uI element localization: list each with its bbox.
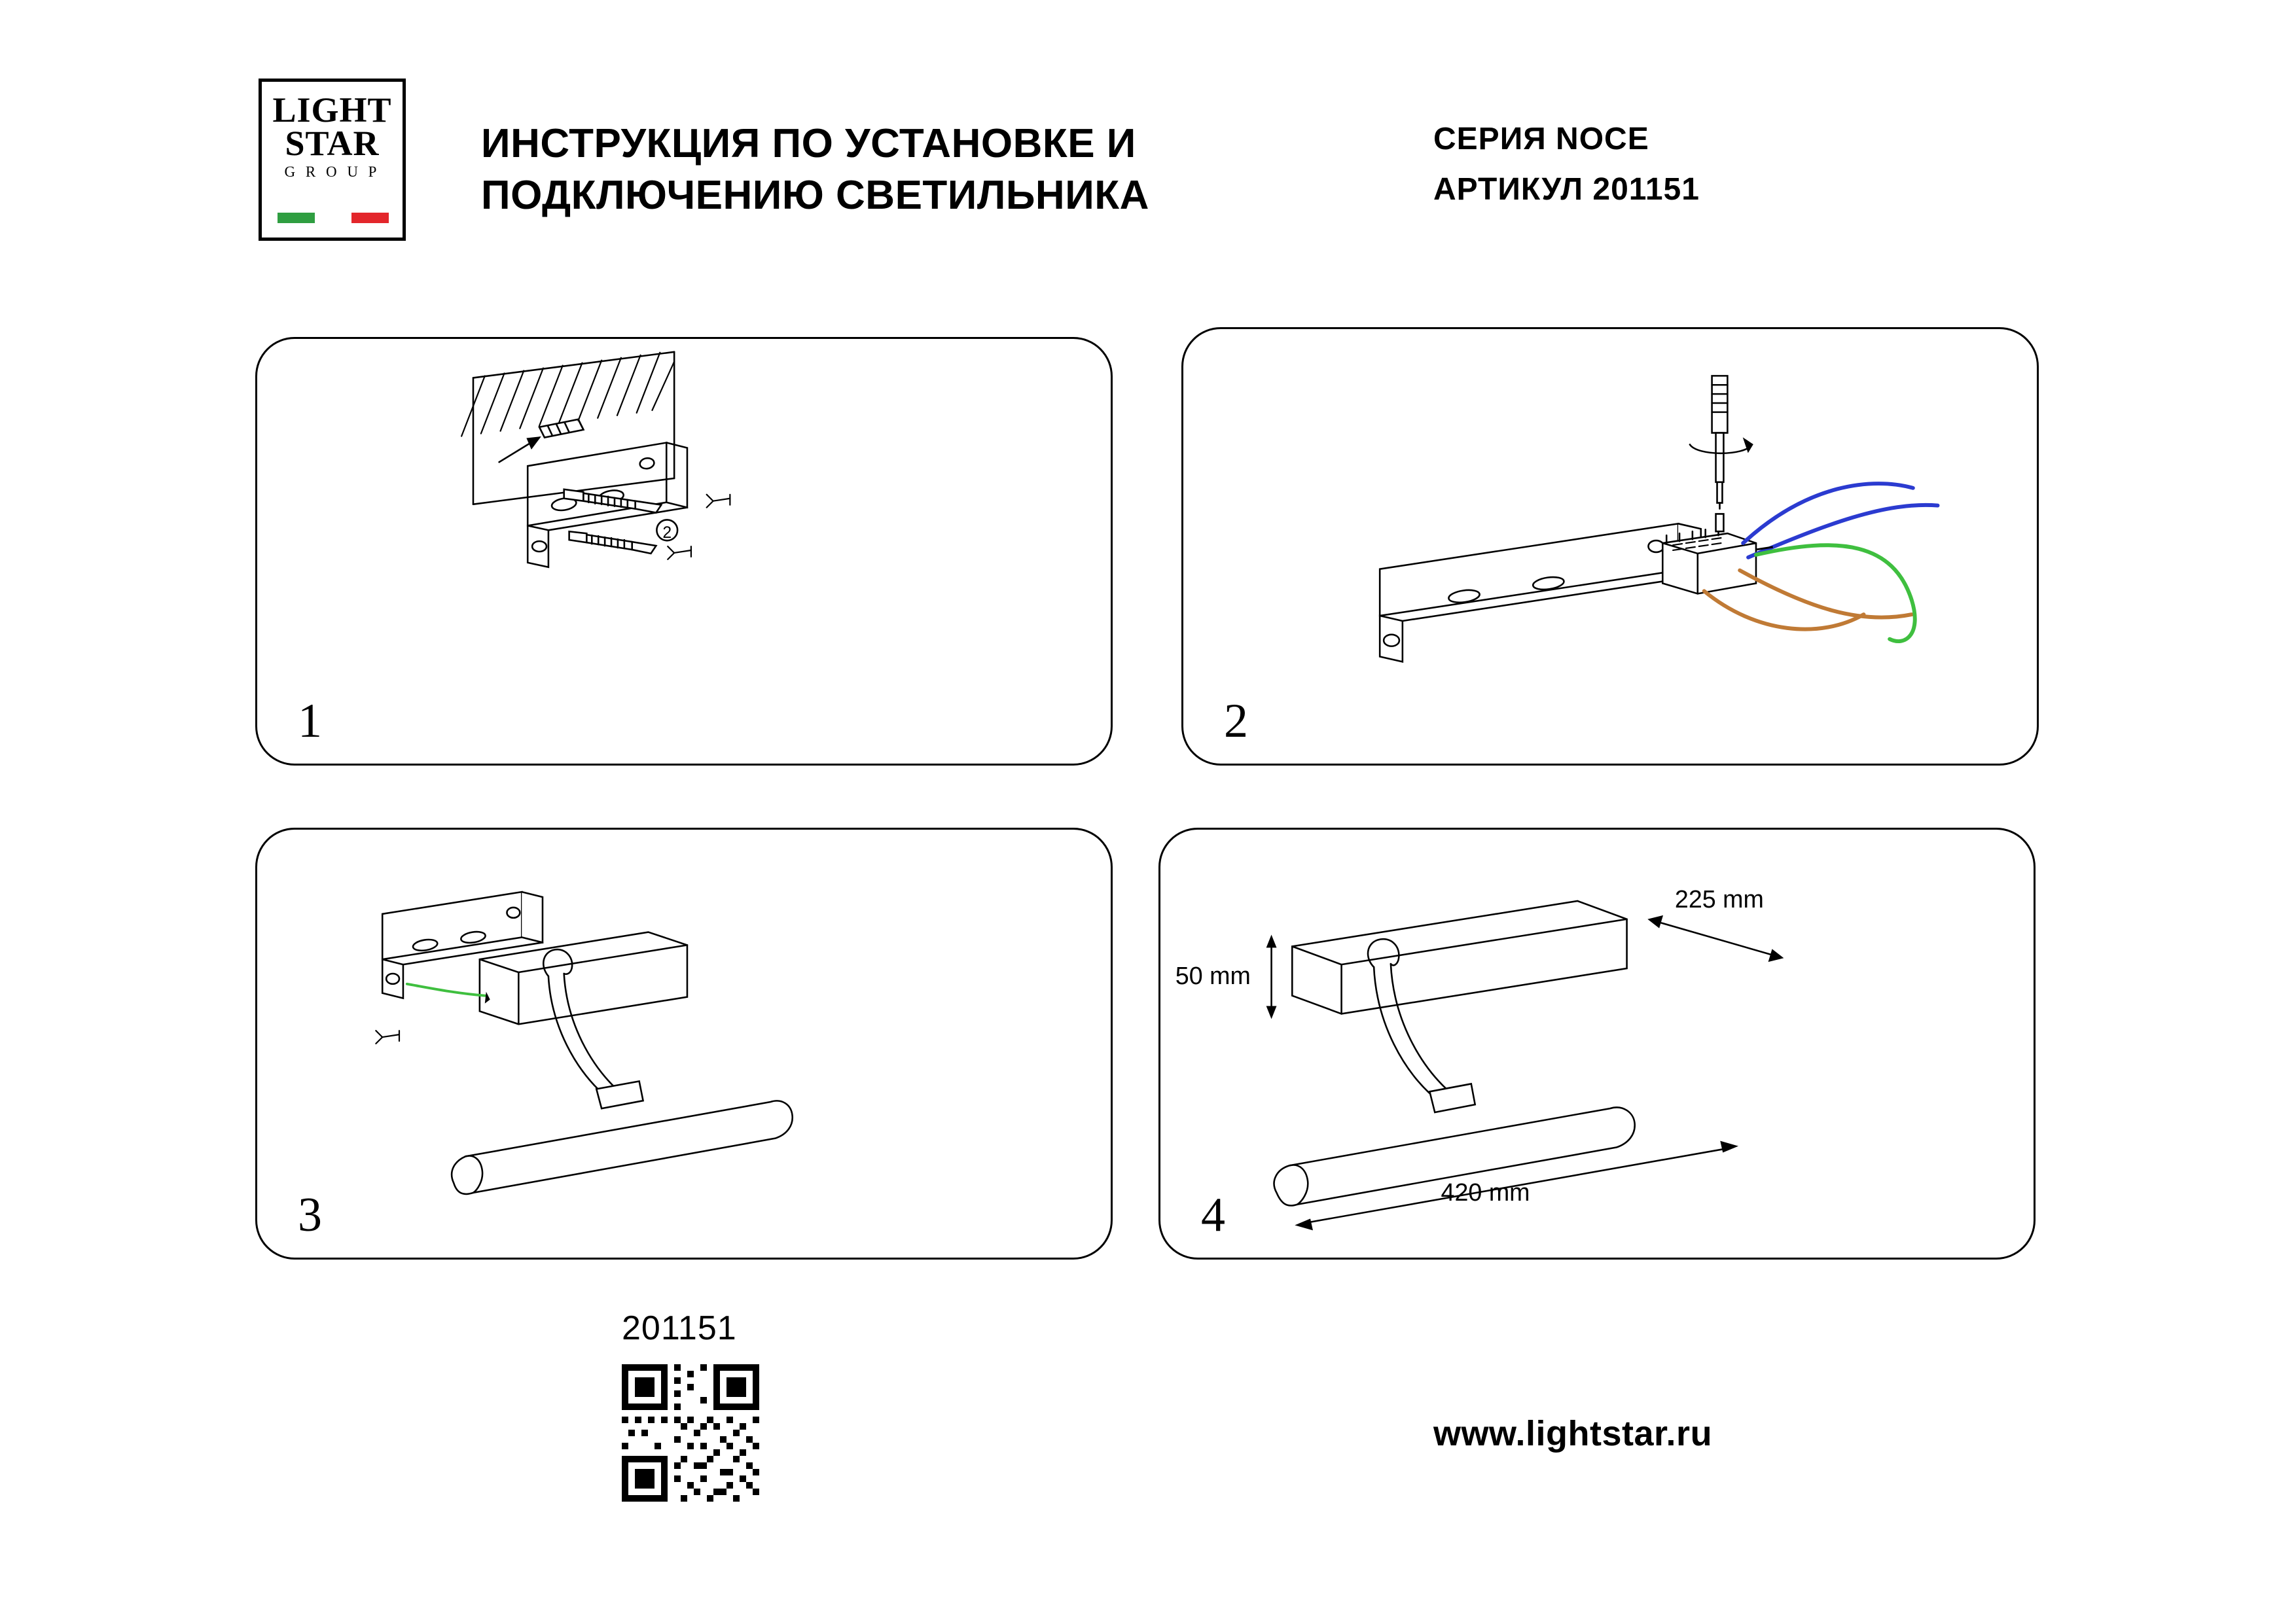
qr-code — [622, 1364, 759, 1502]
logo-line-light: LIGHT — [272, 90, 392, 130]
step-panel-1 — [255, 337, 1113, 766]
step-2-number: 2 — [1224, 694, 1248, 748]
page-title-line-1: ИНСТРУКЦИЯ ПО УСТАНОВКЕ И — [481, 121, 1136, 166]
step-panel-2 — [1181, 327, 2039, 766]
dimension-height-label: 50 mm — [1175, 961, 1251, 989]
svg-text:2: 2 — [662, 524, 672, 542]
step-3-illustration — [257, 830, 1111, 1258]
step-1-illustration — [257, 339, 1111, 764]
step-1-callout-2 — [656, 520, 677, 542]
page-title-line-2: ПОДКЛЮЧЕНИЮ СВЕТИЛЬНИКА — [481, 173, 1149, 219]
footer-website[interactable]: www.lightstar.ru — [1433, 1414, 1713, 1453]
article-label: АРТИКУЛ 201151 — [1433, 172, 1700, 207]
page-header — [0, 0, 2296, 281]
page-title — [481, 118, 1397, 222]
brand-logo — [259, 79, 406, 241]
logo-line-star: STAR — [285, 124, 380, 164]
step-panel-3 — [255, 828, 1113, 1260]
step-2-illustration — [1183, 329, 2037, 764]
dimension-depth-label: 225 mm — [1674, 885, 1764, 913]
dimension-length-label: 420 mm — [1441, 1178, 1530, 1206]
step-1-number: 1 — [298, 694, 322, 748]
step-4-illustration — [1160, 830, 2034, 1258]
logo-line-group: G R O U P — [284, 163, 380, 180]
step-panel-4 — [1158, 828, 2036, 1260]
dimension-height-arrow — [1266, 935, 1277, 1019]
series-label: СЕРИЯ NOCE — [1433, 122, 1649, 156]
product-info — [1433, 121, 2153, 207]
step-4-number: 4 — [1201, 1188, 1225, 1242]
step-3-number: 3 — [298, 1188, 322, 1242]
italian-flag-icon — [278, 213, 389, 223]
logo-wordmark — [262, 82, 403, 179]
dimension-depth-arrow — [1647, 915, 1784, 962]
footer-product-code: 201151 — [622, 1309, 737, 1347]
